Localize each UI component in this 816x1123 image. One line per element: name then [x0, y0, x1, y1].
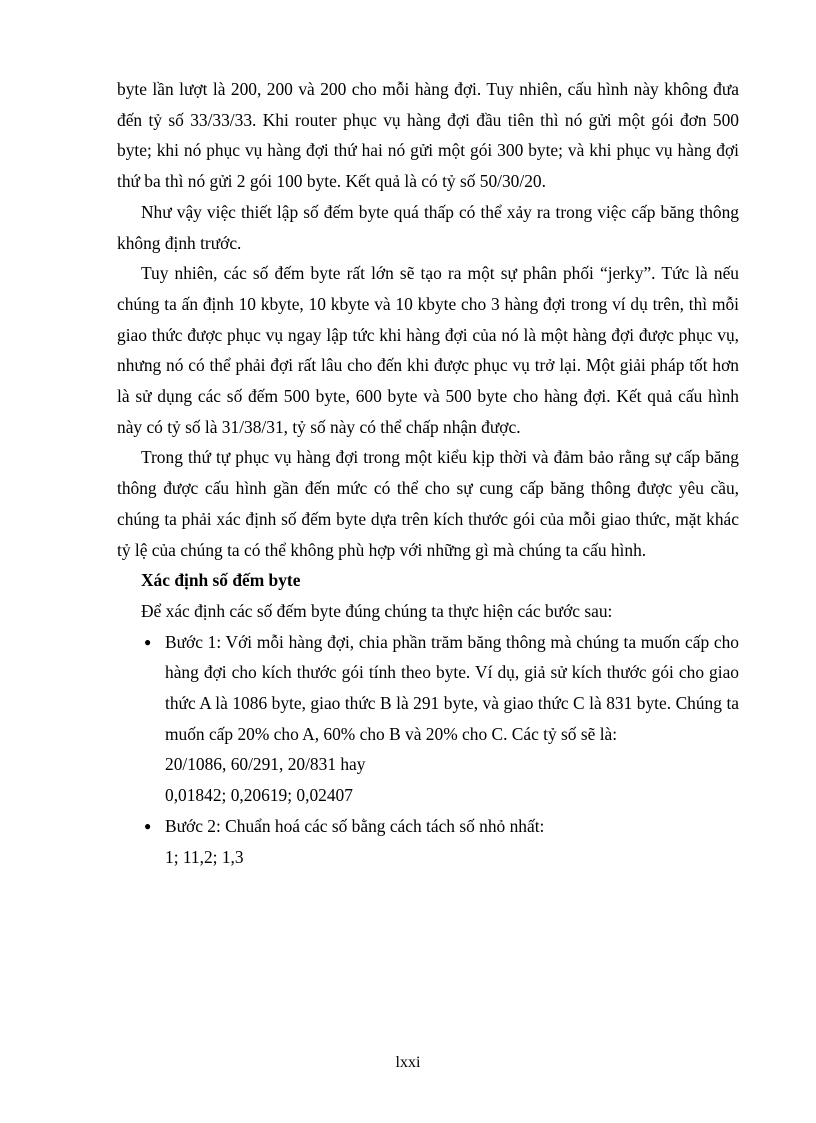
page-content: [117, 74, 739, 872]
step-1-ratios: 20/1086, 60/291, 20/831 hay: [165, 754, 366, 775]
page-number: lxxi: [395, 1054, 421, 1071]
steps-list: [117, 627, 739, 873]
bullet-icon: ●: [144, 634, 152, 649]
paragraph-3: Tuy nhiên, các số đếm byte rất lớn sẽ tạo ra một sự phân phối “jerky”. Tức là nếu chúng ta ấn định 10 kbyte, 10 kbyte và 10 kbyte cho 3 hàng đợi trong ví dụ trên, thì mỗi giao thức được phục vụ ngay lập tức khi hàng đợi của nó là một hàng đợi được phục vụ, nhưng nó có thể phải đợi rất lâu cho đến khi được phục vụ trở lại. Một giải pháp tốt hơn là sử dụng các số đếm 500 byte, 600 byte và 500 byte cho hàng đợi. Kết quả cấu hình này có tỷ số là 31/38/31, tỷ số này có thể chấp nhận được.: [117, 263, 739, 437]
step-1-decimals: 0,01842; 0,20619; 0,02407: [165, 785, 353, 806]
bullet-icon: ●: [144, 818, 152, 833]
step-1-text: Bước 1: Với mỗi hàng đợi, chia phần trăm băng thông mà chúng ta muốn cấp cho hàng đợi cho kích thước gói tính theo byte. Ví dụ, giả sử kích thước gói cho giao thức A là 1086 byte, giao thức B là 291 byte, và giao thức C là 831 byte. Chúng ta muốn cấp 20% cho A, 60% cho B và 20% cho C. Các tỷ số sẽ là:: [165, 631, 739, 744]
paragraph-4: Trong thứ tự phục vụ hàng đợi trong một kiểu kịp thời và đảm bảo rằng sự cấp băng thông được cấu hình gần đến mức có thể cho sự cung cấp băng thông được yêu cầu, chúng ta phải xác định số đếm byte dựa trên kích thước gói của mỗi giao thức, mặt khác tỷ lệ của chúng ta có thể không phù hợp với những gì mà chúng ta cấu hình.: [117, 447, 739, 560]
paragraph-1: byte lần lượt là 200, 200 và 200 cho mỗi hàng đợi. Tuy nhiên, cấu hình này không đưa đến tỷ số 33/33/33. Khi router phục vụ hàng đợi đầu tiên thì nó gửi một gói đơn 500 byte; khi nó phục vụ hàng đợi thứ hai nó gửi một gói 300 byte; và khi phục vụ hàng đợi thứ ba thì nó gửi 2 gói 100 byte. Kết quả là có tỷ số 50/30/20.: [117, 79, 739, 192]
step-2-normalized: 1; 11,2; 1,3: [165, 846, 244, 867]
list-item-step-2: [117, 811, 739, 872]
paragraph-2: Như vậy việc thiết lập số đếm byte quá thấp có thể xảy ra trong việc cấp băng thông không định trước.: [117, 201, 739, 253]
section-intro: Để xác định các số đếm byte đúng chúng ta thực hiện các bước sau:: [141, 600, 613, 621]
step-2-text: Bước 2: Chuẩn hoá các số bằng cách tách số nhỏ nhất:: [165, 815, 545, 836]
section-heading: Xác định số đếm byte: [141, 570, 301, 591]
list-item-step-1: [117, 627, 739, 811]
